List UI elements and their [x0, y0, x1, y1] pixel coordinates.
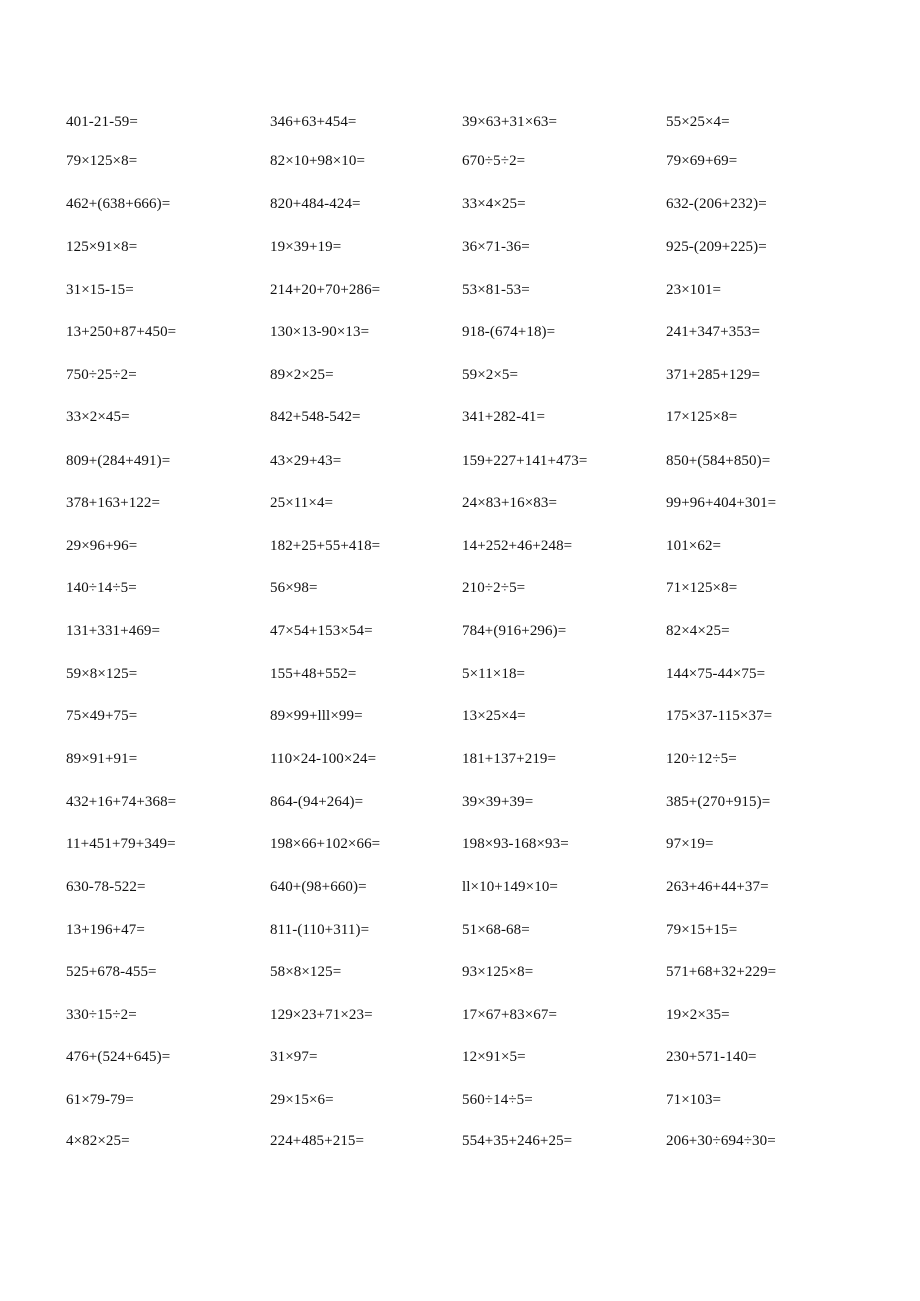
problem-row — [0, 278, 920, 302]
problem: 120÷12÷5= — [666, 751, 737, 767]
problem: 58×8×125= — [270, 964, 342, 980]
problem: 93×125×8= — [462, 964, 534, 980]
problem-row — [0, 747, 920, 771]
problem-row — [0, 491, 920, 515]
problem: 99+96+404+301= — [666, 495, 777, 511]
problem-row — [0, 149, 920, 173]
problem: 24×83+16×83= — [462, 495, 558, 511]
problem-row — [0, 1045, 920, 1069]
problem: 378+163+122= — [66, 495, 161, 511]
problem: ll×10+149×10= — [462, 879, 558, 895]
problem-row — [0, 363, 920, 387]
problem: 4×82×25= — [66, 1133, 130, 1149]
problem: 36×71-36= — [462, 239, 530, 255]
problem: 346+63+454= — [270, 114, 357, 130]
problem: 925-(209+225)= — [666, 239, 767, 255]
problem: 175×37-115×37= — [666, 708, 773, 724]
problem: 230+571-140= — [666, 1049, 757, 1065]
problem: 560÷14÷5= — [462, 1092, 533, 1108]
problem: 214+20+70+286= — [270, 282, 381, 298]
problem: 55×25×4= — [666, 114, 730, 130]
problem: 371+285+129= — [666, 367, 761, 383]
problem: 385+(270+915)= — [666, 794, 771, 810]
problem: 101×62= — [666, 538, 722, 554]
problem: 811-(110+311)= — [270, 922, 370, 938]
problem: 19×2×35= — [666, 1007, 730, 1023]
problem: 864-(94+264)= — [270, 794, 364, 810]
problem: 53×81-53= — [462, 282, 530, 298]
problem-row — [0, 576, 920, 600]
problem-row — [0, 534, 920, 558]
problem-row — [0, 918, 920, 942]
problem: 79×125×8= — [66, 153, 138, 169]
problem: 640+(98+660)= — [270, 879, 367, 895]
problem: 632-(206+232)= — [666, 196, 767, 212]
problem: 43×29+43= — [270, 453, 342, 469]
problem: 82×10+98×10= — [270, 153, 366, 169]
problem: 11+451+79+349= — [66, 836, 176, 852]
problem: 89×99+lll×99= — [270, 708, 363, 724]
problem: 17×125×8= — [666, 409, 738, 425]
problem: 820+484-424= — [270, 196, 361, 212]
problem: 850+(584+850)= — [666, 453, 771, 469]
problem: 784+(916+296)= — [462, 623, 567, 639]
problem: 13+250+87+450= — [66, 324, 177, 340]
problem: 51×68-68= — [462, 922, 530, 938]
problem: 206+30÷694÷30= — [666, 1133, 776, 1149]
problem: 263+46+44+37= — [666, 879, 769, 895]
problem: 71×103= — [666, 1092, 722, 1108]
problem-row — [0, 235, 920, 259]
problem: 31×97= — [270, 1049, 318, 1065]
problem: 19×39+19= — [270, 239, 342, 255]
problem: 129×23+71×23= — [270, 1007, 373, 1023]
problem: 630-78-522= — [66, 879, 146, 895]
problem: 59×2×5= — [462, 367, 519, 383]
problem: 554+35+246+25= — [462, 1133, 573, 1149]
problem: 918-(674+18)= — [462, 324, 556, 340]
problem: 79×15+15= — [666, 922, 738, 938]
problem: 79×69+69= — [666, 153, 738, 169]
problem: 140÷14÷5= — [66, 580, 137, 596]
problem: 39×63+31×63= — [462, 114, 558, 130]
problem-row — [0, 875, 920, 899]
problem: 97×19= — [666, 836, 714, 852]
problem: 131+331+469= — [66, 623, 161, 639]
problem: 13×25×4= — [462, 708, 526, 724]
problem: 159+227+141+473= — [462, 453, 588, 469]
problem: 31×15-15= — [66, 282, 134, 298]
problem: 401-21-59= — [66, 114, 138, 130]
problem: 198×66+102×66= — [270, 836, 381, 852]
problem: 29×15×6= — [270, 1092, 334, 1108]
problem: 181+137+219= — [462, 751, 557, 767]
problem: 241+347+353= — [666, 324, 761, 340]
problem: 33×2×45= — [66, 409, 130, 425]
problem-row — [0, 1088, 920, 1112]
problem: 130×13-90×13= — [270, 324, 370, 340]
problem: 809+(284+491)= — [66, 453, 171, 469]
problem: 670÷5÷2= — [462, 153, 526, 169]
problem: 750÷25÷2= — [66, 367, 137, 383]
problem: 155+48+552= — [270, 666, 357, 682]
problem: 33×4×25= — [462, 196, 526, 212]
problem: 462+(638+666)= — [66, 196, 171, 212]
problem: 75×49+75= — [66, 708, 138, 724]
problem-row — [0, 320, 920, 344]
problem: 571+68+32+229= — [666, 964, 777, 980]
problem: 341+282-41= — [462, 409, 546, 425]
problem: 198×93-168×93= — [462, 836, 569, 852]
problem: 12×91×5= — [462, 1049, 526, 1065]
problem-row — [0, 110, 920, 134]
problem: 432+16+74+368= — [66, 794, 177, 810]
problem-row — [0, 1003, 920, 1027]
problem: 476+(524+645)= — [66, 1049, 171, 1065]
problem: 330÷15÷2= — [66, 1007, 137, 1023]
problem: 71×125×8= — [666, 580, 738, 596]
problem-row — [0, 790, 920, 814]
problem-row — [0, 192, 920, 216]
problem: 17×67+83×67= — [462, 1007, 558, 1023]
problem: 224+485+215= — [270, 1133, 365, 1149]
problem-row — [0, 1129, 920, 1153]
problem: 110×24-100×24= — [270, 751, 377, 767]
problem-row — [0, 832, 920, 856]
problem: 13+196+47= — [66, 922, 145, 938]
problem-row — [0, 405, 920, 429]
problem: 210÷2÷5= — [462, 580, 526, 596]
problem: 842+548-542= — [270, 409, 361, 425]
problem: 14+252+46+248= — [462, 538, 573, 554]
problem: 5×11×18= — [462, 666, 526, 682]
problem: 144×75-44×75= — [666, 666, 766, 682]
problem: 182+25+55+418= — [270, 538, 381, 554]
problem: 82×4×25= — [666, 623, 730, 639]
problem-row — [0, 619, 920, 643]
problem: 25×11×4= — [270, 495, 334, 511]
problem: 61×79-79= — [66, 1092, 134, 1108]
problem-row — [0, 704, 920, 728]
problem-row — [0, 960, 920, 984]
problem: 59×8×125= — [66, 666, 138, 682]
problem: 89×2×25= — [270, 367, 334, 383]
problem: 89×91+91= — [66, 751, 138, 767]
problem: 56×98= — [270, 580, 318, 596]
problem: 23×101= — [666, 282, 722, 298]
problem: 525+678-455= — [66, 964, 157, 980]
problem: 39×39+39= — [462, 794, 534, 810]
problem-row — [0, 662, 920, 686]
problem: 125×91×8= — [66, 239, 138, 255]
problem: 47×54+153×54= — [270, 623, 373, 639]
problem: 29×96+96= — [66, 538, 138, 554]
problem-row — [0, 449, 920, 473]
